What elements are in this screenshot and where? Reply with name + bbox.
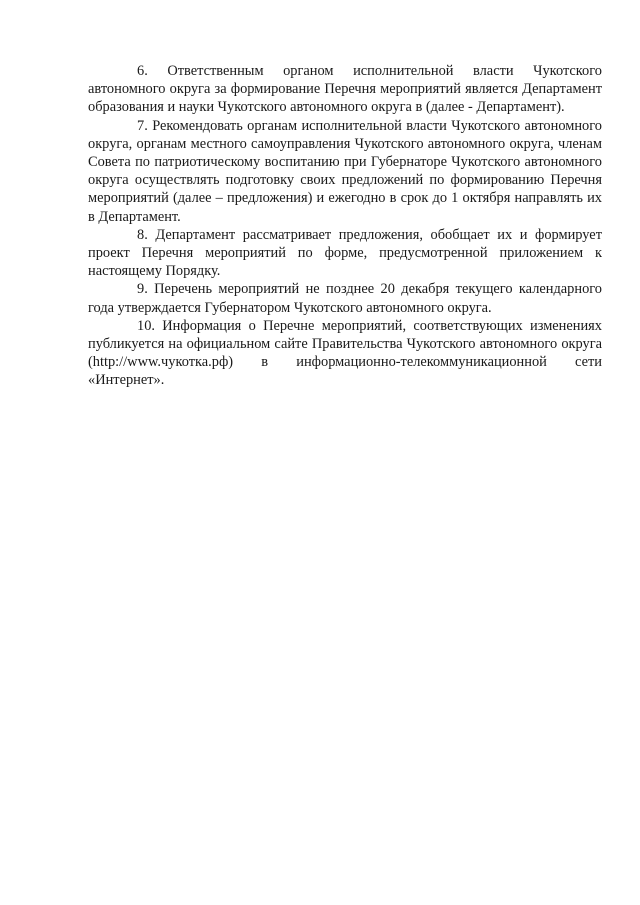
paragraph-8: 8. Департамент рассматривает предложения, обобщает их и формирует проект Перечня мероприятий по форме, предусмотренной приложением к настоящему Порядку. (88, 226, 602, 280)
document-body (88, 62, 602, 390)
paragraph-6: 6. Ответственным органом исполнительной власти Чукотского автономного округа за формирование Перечня мероприятий является Департамент образования и науки Чукотского автономного округа в (далее - Департамент). (88, 63, 602, 116)
paragraph-9: 9. Перечень мероприятий не позднее 20 декабря текущего календарного года утверждается Губернатором Чукотского автономного округа. (88, 281, 602, 316)
paragraph-10: 10. Информация о Перечне мероприятий, соответствующих изменениях публикуется на официальном сайте Правительства Чукотского автономного округа (http://www.чукотка.рф) в информационно-телекоммуникационной сети «Интернет». (88, 317, 602, 389)
paragraph-7: 7. Рекомендовать органам исполнительной власти Чукотского автономного округа, органам местного самоуправления Чукотского автономного округа, членам Совета по патриотическому воспитанию при Губернаторе Чукотского автономного округа осуществлять подготовку своих предложений по формированию Перечня мероприятий (далее – предложения) и ежегодно в срок до 1 октября направлять их в Департамент. (88, 117, 602, 225)
